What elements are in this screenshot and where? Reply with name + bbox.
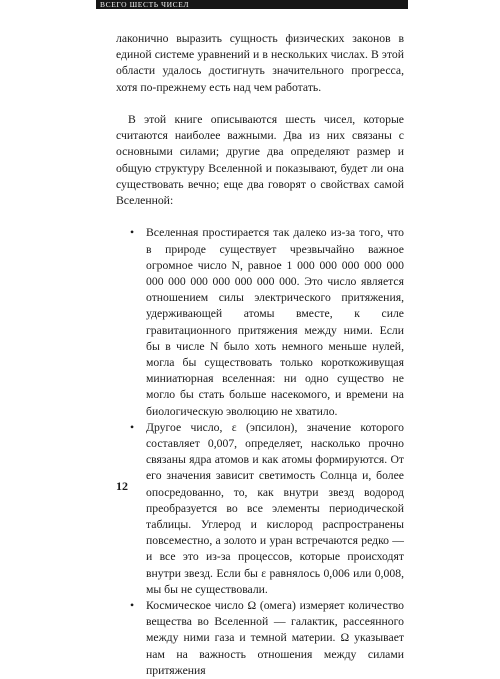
- bullet-text: Вселенная простирается так далеко из-за того, что в природе существует чрезвычайно важное огромное число N, равное 1 000 000 000 000 000 000 000 000 000 000 000 000. Это число является отношением силы электрического притяжения, удерживающей атомы вместе, к силе гравитационного притяжения между ними. Если бы в числе N было хоть немного меньше нулей, могла бы существовать только короткоживущая миниатюрная вселенная: ни одно существо не могло бы стать больше насекомого, и времени на биологическую эволюцию не хватило.: [146, 226, 404, 418]
- page-body: [116, 31, 404, 679]
- bullet-item-n: [116, 225, 404, 419]
- intro-paragraph: лаконично выразить сущность физических законов в единой системе уравнений и в нескольких числах. В этой области удалось достигнуть значительного прогресса, хотя по-прежнему есть над чем работать.: [116, 32, 404, 94]
- bullet-item-omega: [116, 598, 404, 679]
- bullet-icon: •: [130, 420, 135, 434]
- bullet-item-epsilon: [116, 420, 404, 598]
- bullet-text: Космическое число Ω (омега) измеряет количество вещества во Вселенной — галактик, рассеянного между ними газа и темной материи. Ω указывает нам на важность отношения между силами притяжения: [146, 599, 404, 677]
- overview-paragraph: В этой книге описываются шесть чисел, которые считаются наиболее важными. Два из них связаны с основными силами; другие два определяют размер и общую структуру Вселенной и показывают, будет ли она существовать вечно; еще два говорят о свойствах самой Вселенной:: [116, 113, 404, 208]
- running-header-title: ВСЕГО ШЕСТЬ ЧИСЕЛ: [100, 0, 190, 9]
- page-number: 12: [116, 479, 128, 493]
- bullet-icon: •: [130, 599, 135, 613]
- paragraph-spacer: [116, 209, 404, 225]
- bullet-text: Другое число, ε (эпсилон), значение которого составляет 0,007, определяет, насколько прочно связаны ядра атомов и как атомы формируются. От его значения зависит светимость Солнца и, более опосредованно, то, как внутри звезд водород преобразуется во все элементы периодической таблицы. Углерод и кислород распространены повсеместно, а золото и уран встречаются редко — и все это из-за процессов, которые происходят внутри звезд. Если бы ε равнялось 0,006 или 0,008, мы бы не существовали.: [146, 420, 404, 596]
- bullet-icon: •: [130, 226, 135, 240]
- paragraph-spacer: [116, 96, 404, 112]
